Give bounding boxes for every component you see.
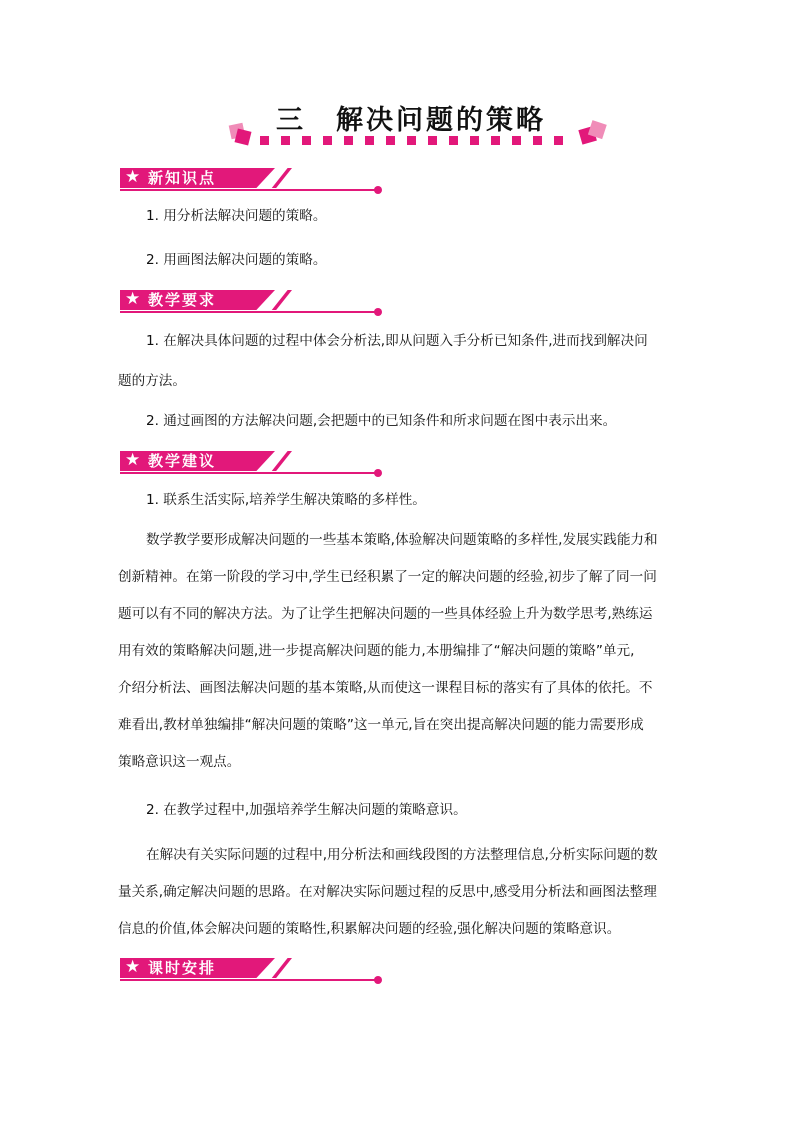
section-header-knowledge	[120, 168, 385, 192]
requirement-item: 2. 通过画图的方法解决问题,会把题中的已知条件和所求问题在图中表示出来。	[146, 413, 617, 429]
requirement-item: 1. 在解决具体问题的过程中体会分析法,即从问题入手分析已知条件,进而找到解决问	[146, 333, 648, 349]
paragraph-line: 介绍分析法、画图法解决问题的基本策略,从而使这一课程目标的落实有了具体的依托。不	[118, 680, 653, 696]
star-icon: ★	[125, 450, 141, 470]
chapter-number: 三	[276, 105, 306, 136]
paragraph-line: 在解决有关实际问题的过程中,用分析法和画线段图的方法整理信息,分析实际问题的数	[146, 847, 658, 863]
paragraph-line: 数学教学要形成解决问题的一些基本策略,体验解决问题策略的多样性,发展实践能力和	[146, 532, 658, 548]
suggestion-heading: 1. 联系生活实际,培养学生解决策略的多样性。	[146, 492, 426, 508]
knowledge-item: 1. 用分析法解决问题的策略。	[146, 208, 327, 224]
title-decoration	[226, 120, 616, 158]
paragraph-line: 创新精神。在第一阶段的学习中,学生已经积累了一定的解决问题的经验,初步了解了同一问	[118, 569, 657, 585]
paragraph-line: 量关系,确定解决问题的思路。在对解决实际问题过程的反思中,感受用分析法和画图法整理	[118, 884, 657, 900]
paragraph-line: 策略意识这一观点。	[118, 754, 241, 770]
star-icon: ★	[125, 957, 141, 977]
section-label: 教学要求	[148, 291, 217, 309]
chapter-title: 解决问题的策略	[336, 105, 546, 136]
section-header-schedule	[120, 958, 385, 982]
section-header-requirements	[120, 290, 385, 314]
section-label: 新知识点	[148, 169, 217, 187]
requirement-item-continued: 题的方法。	[118, 373, 186, 389]
star-icon: ★	[125, 289, 141, 309]
section-label: 课时安排	[148, 959, 217, 977]
star-icon: ★	[125, 167, 141, 187]
paragraph-line: 题可以有不同的解决方法。为了让学生把解决问题的一些具体经验上升为数学思考,熟练运	[118, 606, 653, 622]
paragraph-line: 用有效的策略解决问题,进一步提高解决问题的能力,本册编排了“解决问题的策略”单元,	[118, 643, 635, 659]
section-header-suggestions	[120, 451, 385, 475]
paragraph-line: 信息的价值,体会解决问题的策略性,积累解决问题的经验,强化解决问题的策略意识。	[118, 921, 621, 937]
paragraph-line: 难看出,教材单独编排“解决问题的策略”这一单元,旨在突出提高解决问题的能力需要形成	[118, 717, 644, 733]
knowledge-item: 2. 用画图法解决问题的策略。	[146, 252, 327, 268]
suggestion-heading: 2. 在教学过程中,加强培养学生解决问题的策略意识。	[146, 802, 467, 818]
section-label: 教学建议	[148, 452, 217, 470]
